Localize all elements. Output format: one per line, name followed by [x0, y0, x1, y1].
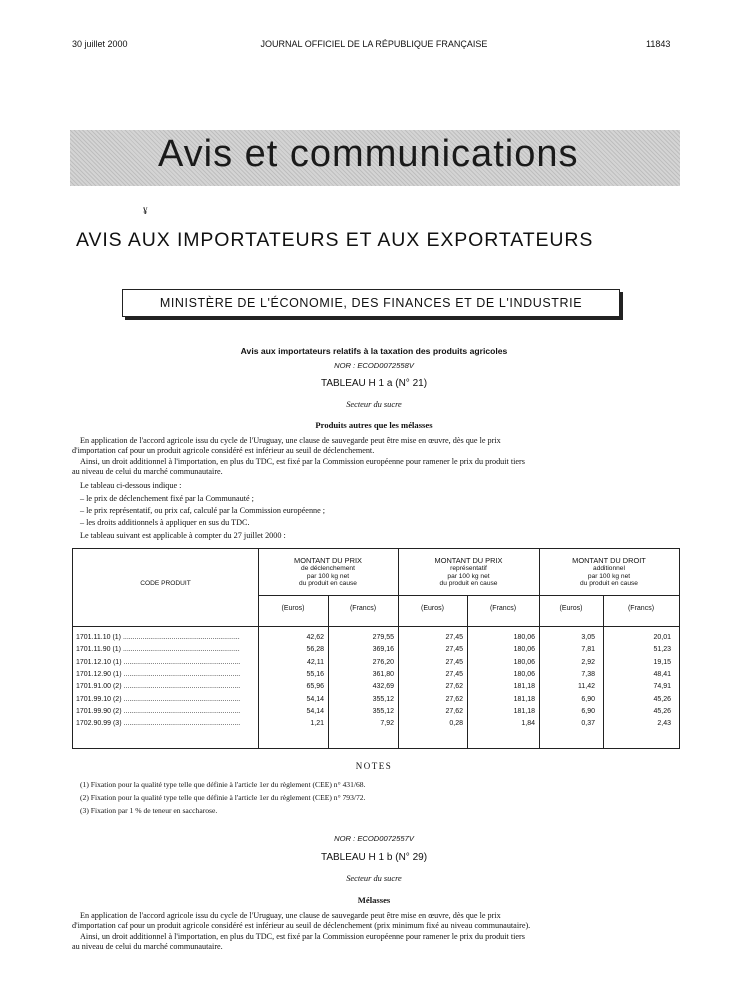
table-cell: 355,12	[372, 707, 394, 715]
notes-title: NOTES	[355, 761, 393, 771]
dot-leader: ............................................................	[121, 646, 240, 654]
note-item: (1) Fixation pour la qualité type telle que définie à l'article 1er du règlement (CEE) n° 431/68.	[80, 780, 366, 789]
avis-title: Avis aux importateurs relatifs à la taxation des produits agricoles	[240, 346, 508, 356]
tableau-title: TABLEAU H 1 a (N° 21)	[320, 378, 428, 389]
header-date: 30 juillet 2000	[72, 39, 128, 49]
table-cell: 369,16	[372, 646, 394, 654]
table-cell: 7,81	[581, 646, 595, 654]
table-cell: 181,18	[513, 695, 535, 703]
table-cell: 27,45	[445, 634, 463, 641]
table-cell: 45,26	[653, 707, 671, 715]
code-header: CODE PRODUIT	[140, 580, 191, 587]
table-cell: 279,55	[372, 634, 394, 641]
table-cell: 1,21	[310, 720, 324, 728]
paragraph-line: au niveau de celui du marché communautaire.	[72, 467, 223, 476]
table-cell: 51,23	[653, 646, 671, 654]
nor-code: NOR : ECOD0072558V	[334, 361, 414, 370]
section-banner	[70, 130, 680, 186]
table-cell: 54,14	[306, 695, 324, 703]
ministry-title: MINISTÈRE DE L'ÉCONOMIE, DES FINANCES ET DE L'INDUSTRIE	[159, 296, 583, 310]
nor-code-2: NOR : ECOD0072557V	[334, 834, 414, 843]
table-cell: 432,69	[372, 683, 394, 691]
produits-label: Produits autres que les mélasses	[315, 420, 433, 430]
table-row-code: 1701.12.10 (1) ............................................................	[76, 658, 241, 666]
table-cell: 27,62	[445, 707, 463, 715]
table-cell: 74,91	[653, 683, 671, 691]
paragraph-line: Le tableau ci-dessous indique :	[80, 481, 182, 490]
sub-header: (Euros)	[421, 605, 444, 612]
dot-leader: ............................................................	[121, 683, 241, 691]
dot-leader: ............................................................	[121, 670, 241, 678]
table-cell: 181,18	[513, 683, 535, 691]
paragraph-line: d'importation caf pour un produit agricole considéré est inférieur au seuil de déclenchement.	[72, 446, 375, 455]
table-cell: 65,96	[306, 683, 324, 691]
sub-header: (Francs)	[627, 605, 655, 612]
table-cell: 27,45	[445, 646, 463, 654]
section-title: AVIS AUX IMPORTATEURS ET AUX EXPORTATEURS	[76, 229, 594, 251]
table-cell: 42,62	[306, 634, 324, 641]
table-cell: 55,16	[306, 670, 324, 678]
table-cell: 7,92	[380, 720, 394, 728]
dot-leader: ............................................................	[121, 658, 241, 666]
table-cell: 180,06	[513, 634, 535, 641]
table-cell: 45,26	[653, 695, 671, 703]
paragraph-line: au niveau de celui du marché communautaire.	[72, 942, 223, 951]
table-cell: 276,20	[372, 658, 394, 666]
group-header-droit: MONTANT DU DROIT additionnel par 100 kg net du produit en cause	[572, 556, 646, 587]
dot-leader: ............................................................	[121, 634, 240, 641]
sub-header: (Francs)	[489, 605, 517, 612]
table-cell: 11,42	[578, 683, 595, 691]
table-cell: 48,41	[653, 670, 671, 678]
note-item: (2) Fixation pour la qualité type telle que définie à l'article 1er du règlement (CEE) n° 793/72.	[80, 793, 366, 802]
table-cell: 181,18	[513, 707, 535, 715]
header-journal: JOURNAL OFFICIEL DE LA RÉPUBLIQUE FRANÇAISE	[260, 39, 488, 49]
table-cell: 361,80	[372, 670, 394, 678]
table-cell: 3,05	[581, 634, 595, 641]
dot-leader: ............................................................	[121, 695, 241, 703]
table-cell: 2,92	[581, 658, 595, 666]
paragraph-line: En application de l'accord agricole issu du cycle de l'Uruguay, une clause de sauvegarde peut être mise en œuvre, dès que le prix	[80, 911, 501, 920]
table-cell: 27,62	[445, 695, 463, 703]
paragraph-line: d'importation caf pour un produit agricole considéré est inférieur au seuil de déclenchement (prix minimum fixé au niveau communautaire).	[72, 921, 531, 930]
list-item: – le prix représentatif, ou prix caf, calculé par la Commission européenne ;	[80, 506, 326, 515]
table-cell: 6,90	[581, 695, 595, 703]
group-header-representatif: MONTANT DU PRIX représentatif par 100 kg net du produit en cause	[434, 556, 503, 587]
table-cell: 1,84	[521, 720, 535, 728]
list-item: – le prix de déclenchement fixé par la Communauté ;	[80, 494, 254, 503]
sub-header: (Euros)	[559, 605, 583, 612]
table-cell: 180,06	[513, 646, 535, 654]
table-row-code: 1702.90.99 (3) ............................................................	[76, 720, 241, 728]
table-row-code: 1701.91.00 (2) ............................................................	[76, 683, 241, 691]
table-cell: 7,38	[581, 670, 595, 678]
table-cell: 42,11	[307, 658, 324, 666]
table-cell: 19,15	[653, 658, 671, 666]
table-cell: 355,12	[372, 695, 394, 703]
paragraph-line: Ainsi, un droit additionnel à l'importation, en plus du TDC, est fixé par la Commission européenne pour ramener le prix du produit tiers	[80, 932, 525, 941]
dot-leader: ............................................................	[121, 707, 241, 715]
table-row-code: 1701.99.10 (2) ............................................................	[76, 695, 241, 703]
table-cell: 2,43	[657, 720, 671, 728]
header-page: 11843	[646, 39, 671, 49]
table-cell: 6,90	[581, 707, 595, 715]
sub-header: (Euros)	[281, 605, 305, 612]
paragraph-line: Le tableau suivant est applicable à compter du 27 juillet 2000 :	[80, 531, 286, 540]
table-cell: 0,28	[449, 720, 463, 728]
table-cell: 27,62	[445, 683, 463, 691]
table-cell: 180,06	[513, 658, 535, 666]
table-cell: 0,37	[581, 720, 595, 728]
table-row-code: 1701.11.10 (1) ............................................................	[76, 634, 240, 641]
table-row-code: 1701.11.90 (1) ............................................................	[76, 646, 240, 654]
table-cell: 27,45	[445, 670, 463, 678]
table-row-code: 1701.12.90 (1) ............................................................	[76, 670, 241, 678]
table-cell: 180,06	[513, 670, 535, 678]
produits-label-2: Mélasses	[357, 895, 391, 905]
table-cell: 27,45	[445, 658, 463, 666]
table-cell: 54,14	[306, 707, 324, 715]
banner-title: Avis et communications	[158, 133, 579, 175]
ministry-box	[122, 289, 620, 317]
list-item: – les droits additionnels à appliquer en sus du TDC.	[80, 518, 250, 527]
tableau-title-2: TABLEAU H 1 b (N° 29)	[320, 852, 428, 863]
stray-mark: ¥	[143, 206, 148, 216]
table-cell: 56,28	[306, 646, 324, 654]
sub-header: (Francs)	[349, 605, 377, 612]
secteur-label-2: Secteur du sucre	[346, 874, 402, 883]
paragraph-line: Ainsi, un droit additionnel à l'importation, en plus du TDC, est fixé par la Commission européenne pour ramener le prix du produit tiers	[80, 457, 525, 466]
secteur-label: Secteur du sucre	[346, 400, 402, 409]
group-header-declenchement: MONTANT DU PRIX de déclenchement par 100 kg net du produit en cause	[294, 556, 362, 587]
note-item: (3) Fixation par 1 % de teneur en saccharose.	[80, 806, 218, 815]
table-row-code: 1701.99.90 (2) ............................................................	[76, 707, 241, 715]
price-table	[72, 548, 680, 749]
dot-leader: ............................................................	[121, 720, 241, 728]
table-cell: 20,01	[653, 634, 671, 641]
paragraph-line: En application de l'accord agricole issu du cycle de l'Uruguay, une clause de sauvegarde peut être mise en œuvre, dès que le prix	[80, 436, 501, 445]
